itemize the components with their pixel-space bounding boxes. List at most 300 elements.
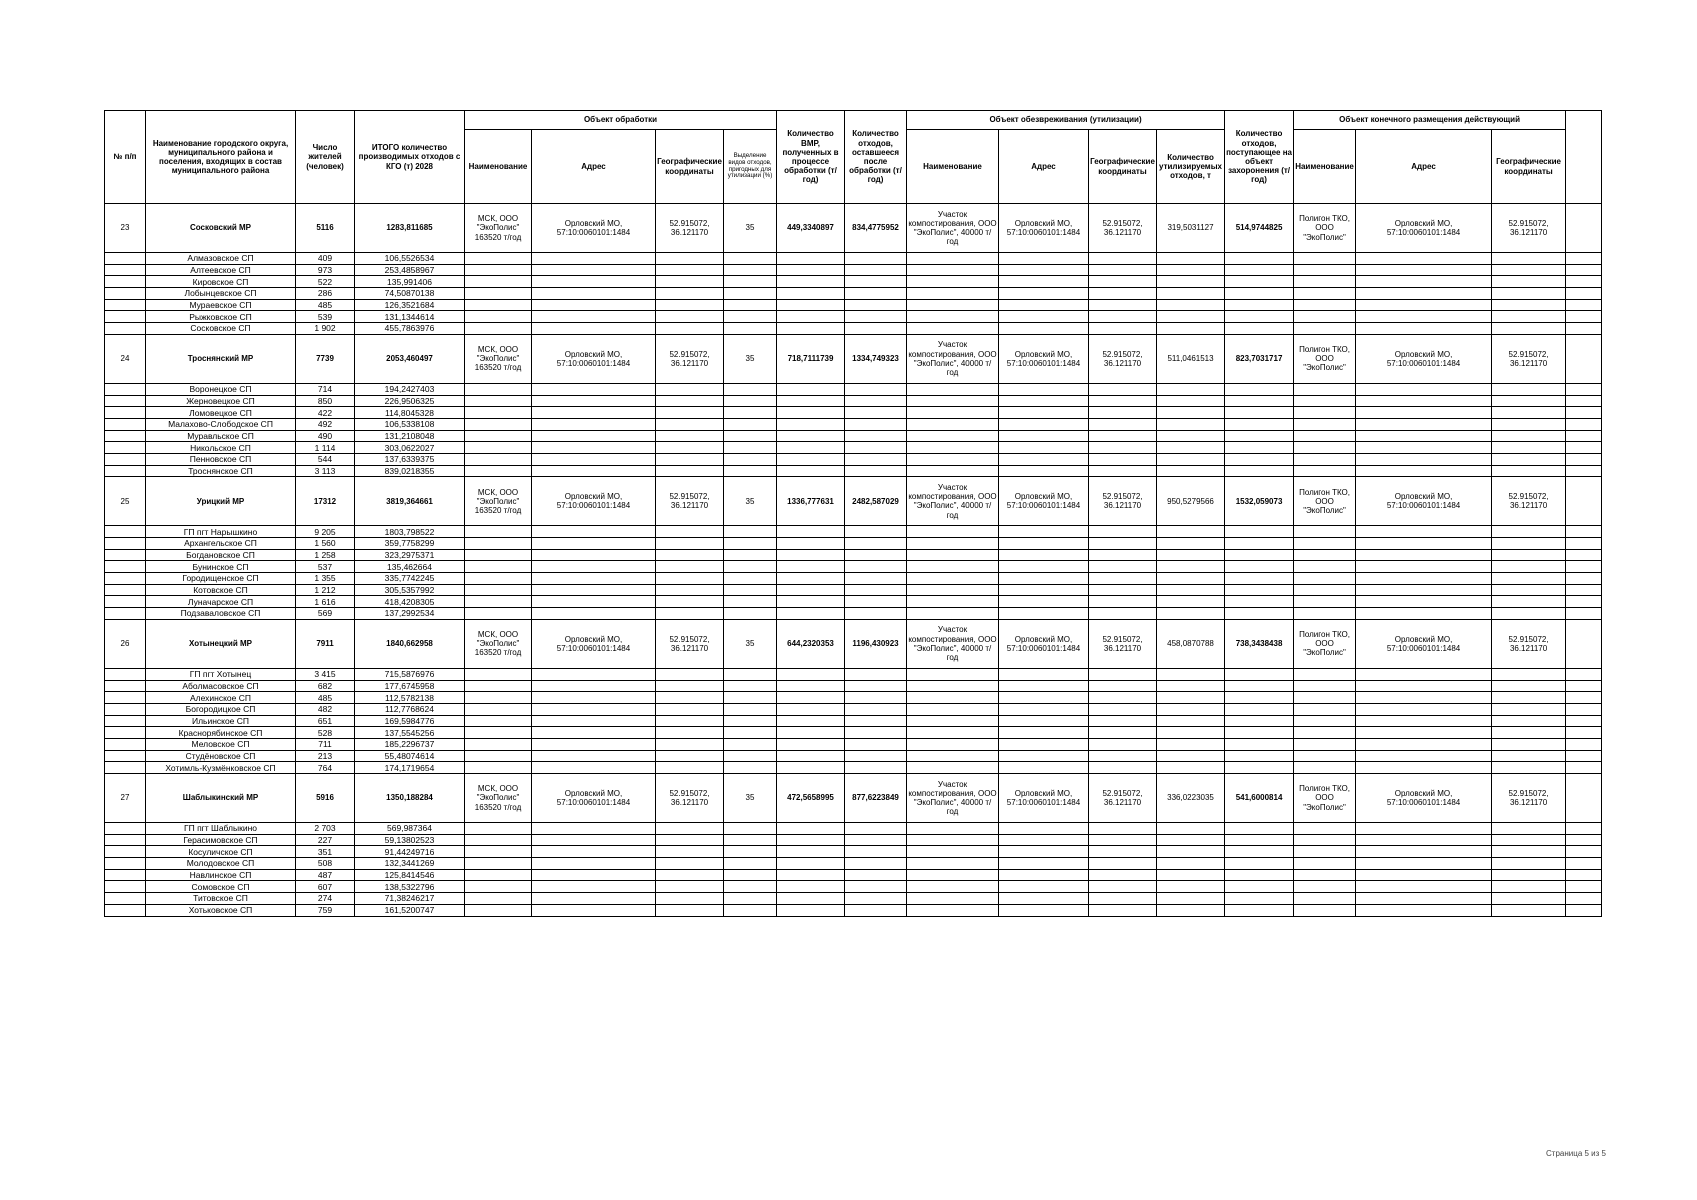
settlement-name: ГП пгт Шаблыкино (146, 823, 296, 835)
table-row-settlement (105, 264, 1602, 276)
empty-cell (907, 692, 999, 704)
settlement-name: Сомовское СП (146, 881, 296, 893)
empty-cell (1157, 383, 1225, 395)
empty-cell (845, 264, 907, 276)
empty-cell (1492, 858, 1566, 870)
district-total: 1283,811685 (355, 204, 465, 253)
empty-cell (845, 561, 907, 573)
extract-percent: 35 (724, 619, 777, 668)
empty-cell (907, 596, 999, 608)
landfill-amount: 514,9744825 (1225, 204, 1294, 253)
empty-cell (845, 692, 907, 704)
col-num: № п/п (105, 111, 146, 204)
empty-cell (1492, 727, 1566, 739)
empty-cell (1492, 430, 1566, 442)
empty-cell (1356, 383, 1492, 395)
empty-cell (465, 395, 532, 407)
empty-cell (1089, 288, 1157, 300)
empty-cell (656, 727, 724, 739)
settlement-total: 253,4858967 (355, 264, 465, 276)
empty-cell (777, 276, 845, 288)
table-row-settlement (105, 596, 1602, 608)
empty-cell (532, 846, 656, 858)
empty-cell (465, 276, 532, 288)
neutralization-coords: 52.915072, 36.121170 (1089, 477, 1157, 526)
settlement-name: Краснорябинское СП (146, 727, 296, 739)
empty-cell (656, 680, 724, 692)
empty-cell (656, 442, 724, 454)
vmr-amount: 472,5658995 (777, 774, 845, 823)
empty-cell (465, 538, 532, 550)
empty-cell (1225, 253, 1294, 265)
empty-cell (1492, 442, 1566, 454)
empty-cell (907, 465, 999, 477)
empty-cell (1089, 442, 1157, 454)
table-row-settlement (105, 453, 1602, 465)
empty-cell (724, 823, 777, 835)
empty-cell (1294, 442, 1356, 454)
table-row-settlement (105, 858, 1602, 870)
empty-cell (1566, 477, 1602, 526)
empty-cell (1157, 762, 1225, 774)
empty-cell (999, 299, 1089, 311)
empty-cell (777, 680, 845, 692)
empty-cell (1225, 823, 1294, 835)
settlement-total: 131,2108048 (355, 430, 465, 442)
empty-cell (999, 750, 1089, 762)
empty-cell (845, 323, 907, 335)
table-row-settlement (105, 465, 1602, 477)
empty-cell (777, 395, 845, 407)
settlement-total: 359,7758299 (355, 538, 465, 550)
landfill-amount: 1532,059073 (1225, 477, 1294, 526)
empty-cell (1294, 727, 1356, 739)
empty-cell (1356, 846, 1492, 858)
empty-cell (1294, 323, 1356, 335)
empty-cell (1294, 893, 1356, 905)
empty-cell (465, 526, 532, 538)
empty-cell (1294, 538, 1356, 550)
empty-cell (656, 584, 724, 596)
empty-cell (777, 881, 845, 893)
empty-cell (1225, 573, 1294, 585)
empty-cell (777, 608, 845, 620)
empty-cell (1089, 407, 1157, 419)
empty-cell (1225, 750, 1294, 762)
empty-cell (1566, 846, 1602, 858)
empty-cell (1566, 904, 1602, 916)
empty-cell (1225, 727, 1294, 739)
empty-cell (1089, 596, 1157, 608)
empty-cell (999, 465, 1089, 477)
empty-cell (1089, 608, 1157, 620)
empty-cell (777, 442, 845, 454)
empty-cell (532, 823, 656, 835)
empty-cell (724, 608, 777, 620)
settlement-name: Навлинское СП (146, 869, 296, 881)
settlement-total: 114,8045328 (355, 407, 465, 419)
empty-cell (1225, 526, 1294, 538)
empty-cell (724, 395, 777, 407)
empty-cell (724, 526, 777, 538)
settlement-name: Подзаваловское СП (146, 608, 296, 620)
empty-cell (1566, 680, 1602, 692)
settlement-name: Мураевское СП (146, 299, 296, 311)
empty-cell (105, 869, 146, 881)
settlement-total: 1803,798522 (355, 526, 465, 538)
empty-cell (105, 418, 146, 430)
empty-cell (105, 526, 146, 538)
settlement-name: Алтеевское СП (146, 264, 296, 276)
empty-cell (1566, 276, 1602, 288)
processing-facility: МСК, ООО "ЭкоПолис" 163520 т/год (465, 619, 532, 668)
settlement-total: 112,5782138 (355, 692, 465, 704)
empty-cell (907, 727, 999, 739)
settlement-population: 351 (296, 846, 355, 858)
empty-cell (1294, 407, 1356, 419)
empty-cell (465, 727, 532, 739)
empty-cell (532, 584, 656, 596)
empty-cell (532, 264, 656, 276)
empty-cell (1566, 762, 1602, 774)
empty-cell (999, 407, 1089, 419)
empty-cell (1492, 465, 1566, 477)
empty-cell (105, 703, 146, 715)
empty-cell (845, 738, 907, 750)
table-row-settlement (105, 549, 1602, 561)
empty-cell (105, 442, 146, 454)
empty-cell (1157, 323, 1225, 335)
table-row-settlement (105, 869, 1602, 881)
empty-cell (105, 276, 146, 288)
settlement-population: 973 (296, 264, 355, 276)
empty-cell (1089, 253, 1157, 265)
empty-cell (1089, 526, 1157, 538)
empty-cell (1089, 703, 1157, 715)
empty-cell (465, 465, 532, 477)
empty-cell (999, 881, 1089, 893)
empty-cell (1492, 881, 1566, 893)
empty-cell (1356, 288, 1492, 300)
settlement-population: 1 560 (296, 538, 355, 550)
empty-cell (1225, 407, 1294, 419)
col-final-name: Наименование (1294, 130, 1356, 204)
empty-cell (1566, 407, 1602, 419)
empty-cell (724, 596, 777, 608)
empty-cell (1356, 465, 1492, 477)
empty-cell (1157, 288, 1225, 300)
empty-cell (1225, 703, 1294, 715)
empty-cell (1356, 311, 1492, 323)
settlement-name: Кировское СП (146, 276, 296, 288)
col-proc-coords: Географические координаты (656, 130, 724, 204)
empty-cell (1492, 846, 1566, 858)
empty-cell (1566, 311, 1602, 323)
empty-cell (724, 407, 777, 419)
empty-cell (1566, 858, 1602, 870)
district-population: 5116 (296, 204, 355, 253)
empty-cell (1157, 442, 1225, 454)
empty-cell (1225, 680, 1294, 692)
empty-cell (532, 834, 656, 846)
empty-cell (777, 727, 845, 739)
empty-cell (105, 608, 146, 620)
settlement-total: 177,6745958 (355, 680, 465, 692)
col-final-address: Адрес (1356, 130, 1492, 204)
empty-cell (532, 668, 656, 680)
utilized-amount: 336,0223035 (1157, 774, 1225, 823)
empty-cell (1157, 395, 1225, 407)
settlement-total: 194,2427403 (355, 383, 465, 395)
empty-cell (1157, 573, 1225, 585)
settlement-population: 569 (296, 608, 355, 620)
empty-cell (1356, 703, 1492, 715)
landfill-facility: Полигон ТКО, ООО "ЭкоПолис" (1294, 619, 1356, 668)
empty-cell (1157, 276, 1225, 288)
empty-cell (845, 573, 907, 585)
empty-cell (777, 596, 845, 608)
empty-cell (105, 538, 146, 550)
neutralization-facility: Участок компостирования, ООО "ЭкоПолис", 40000 т/год (907, 619, 999, 668)
empty-cell (907, 453, 999, 465)
empty-cell (656, 430, 724, 442)
empty-cell (1157, 727, 1225, 739)
empty-cell (845, 383, 907, 395)
empty-cell (1566, 204, 1602, 253)
settlement-total: 138,5322796 (355, 881, 465, 893)
empty-cell (1294, 680, 1356, 692)
empty-cell (105, 311, 146, 323)
empty-cell (1157, 311, 1225, 323)
neutralization-coords: 52.915072, 36.121170 (1089, 334, 1157, 383)
empty-cell (656, 668, 724, 680)
empty-cell (532, 430, 656, 442)
extract-percent: 35 (724, 204, 777, 253)
settlement-name: Никольское СП (146, 442, 296, 454)
empty-cell (1294, 549, 1356, 561)
empty-cell (1356, 276, 1492, 288)
district-num: 25 (105, 477, 146, 526)
empty-cell (1294, 561, 1356, 573)
empty-cell (656, 407, 724, 419)
empty-cell (1492, 762, 1566, 774)
empty-cell (1492, 288, 1566, 300)
empty-cell (105, 299, 146, 311)
empty-cell (1492, 383, 1566, 395)
landfill-amount: 541,6000814 (1225, 774, 1294, 823)
settlement-total: 569,987364 (355, 823, 465, 835)
empty-cell (845, 715, 907, 727)
empty-cell (465, 608, 532, 620)
empty-cell (907, 680, 999, 692)
empty-cell (1157, 668, 1225, 680)
empty-cell (1294, 526, 1356, 538)
empty-cell (907, 823, 999, 835)
empty-cell (532, 465, 656, 477)
empty-cell (845, 442, 907, 454)
empty-cell (465, 738, 532, 750)
empty-cell (1356, 692, 1492, 704)
settlement-name: Пенновское СП (146, 453, 296, 465)
empty-cell (1225, 264, 1294, 276)
landfill-coords: 52.915072, 36.121170 (1492, 774, 1566, 823)
empty-cell (1294, 311, 1356, 323)
empty-cell (1157, 561, 1225, 573)
waste-table (104, 110, 1602, 917)
empty-cell (656, 846, 724, 858)
empty-cell (1157, 264, 1225, 276)
empty-cell (907, 738, 999, 750)
empty-cell (777, 453, 845, 465)
settlement-total: 106,5338108 (355, 418, 465, 430)
district-name: Троснянский МР (146, 334, 296, 383)
settlement-total: 137,2992534 (355, 608, 465, 620)
processing-coords: 52.915072, 36.121170 (656, 619, 724, 668)
empty-cell (465, 453, 532, 465)
empty-cell (656, 692, 724, 704)
empty-cell (532, 253, 656, 265)
empty-cell (1157, 596, 1225, 608)
utilized-amount: 319,5031127 (1157, 204, 1225, 253)
processing-facility: МСК, ООО "ЭкоПолис" 163520 т/год (465, 774, 532, 823)
empty-cell (1225, 465, 1294, 477)
empty-cell (777, 668, 845, 680)
settlement-population: 485 (296, 692, 355, 704)
empty-cell (1566, 573, 1602, 585)
neutralization-address: Орловский МО, 57:10:0060101:1484 (999, 204, 1089, 253)
landfill-facility: Полигон ТКО, ООО "ЭкоПолис" (1294, 334, 1356, 383)
empty-cell (465, 584, 532, 596)
empty-cell (907, 395, 999, 407)
settlement-population: 714 (296, 383, 355, 395)
empty-cell (105, 323, 146, 335)
empty-cell (1225, 738, 1294, 750)
empty-cell (1492, 703, 1566, 715)
col-population: Число жителей (человек) (296, 111, 355, 204)
settlement-population: 528 (296, 727, 355, 739)
empty-cell (1492, 276, 1566, 288)
empty-cell (845, 680, 907, 692)
empty-cell (999, 584, 1089, 596)
empty-cell (656, 893, 724, 905)
district-population: 7911 (296, 619, 355, 668)
empty-cell (465, 561, 532, 573)
table-row-settlement (105, 418, 1602, 430)
empty-cell (724, 465, 777, 477)
district-total: 3819,364661 (355, 477, 465, 526)
empty-cell (532, 680, 656, 692)
empty-cell (777, 750, 845, 762)
empty-cell (1225, 323, 1294, 335)
settlement-name: ГП пгт Нарышкино (146, 526, 296, 538)
empty-cell (532, 538, 656, 550)
empty-cell (1566, 668, 1602, 680)
table-row-settlement (105, 823, 1602, 835)
empty-cell (1089, 538, 1157, 550)
empty-cell (1294, 299, 1356, 311)
empty-cell (1294, 692, 1356, 704)
empty-cell (105, 750, 146, 762)
col-empty (1566, 111, 1602, 204)
empty-cell (907, 893, 999, 905)
district-population: 5916 (296, 774, 355, 823)
empty-cell (777, 715, 845, 727)
empty-cell (777, 573, 845, 585)
settlement-population: 485 (296, 299, 355, 311)
empty-cell (907, 762, 999, 774)
empty-cell (777, 738, 845, 750)
empty-cell (532, 299, 656, 311)
empty-cell (845, 881, 907, 893)
settlement-total: 106,5526534 (355, 253, 465, 265)
settlement-name: Косуличское СП (146, 846, 296, 858)
empty-cell (724, 442, 777, 454)
settlement-name: Студёновское СП (146, 750, 296, 762)
landfill-facility: Полигон ТКО, ООО "ЭкоПолис" (1294, 477, 1356, 526)
empty-cell (1294, 834, 1356, 846)
empty-cell (1566, 334, 1602, 383)
empty-cell (999, 430, 1089, 442)
empty-cell (907, 904, 999, 916)
empty-cell (845, 762, 907, 774)
neutralization-coords: 52.915072, 36.121170 (1089, 774, 1157, 823)
group-final: Объект конечного размещения действующий (1294, 111, 1566, 130)
empty-cell (1492, 715, 1566, 727)
empty-cell (105, 288, 146, 300)
settlement-name: Воронецкое СП (146, 383, 296, 395)
settlement-name: Ломовецкое СП (146, 407, 296, 419)
empty-cell (1566, 383, 1602, 395)
neutralization-facility: Участок компостирования, ООО "ЭкоПолис", 40000 т/год (907, 204, 999, 253)
empty-cell (532, 526, 656, 538)
table-row-settlement (105, 276, 1602, 288)
empty-cell (1492, 573, 1566, 585)
empty-cell (1294, 453, 1356, 465)
empty-cell (724, 418, 777, 430)
settlement-total: 59,13802523 (355, 834, 465, 846)
empty-cell (1294, 264, 1356, 276)
settlement-name: Луначарское СП (146, 596, 296, 608)
empty-cell (1089, 465, 1157, 477)
empty-cell (1356, 526, 1492, 538)
empty-cell (1492, 311, 1566, 323)
empty-cell (1157, 430, 1225, 442)
empty-cell (724, 715, 777, 727)
empty-cell (1225, 549, 1294, 561)
settlement-population: 711 (296, 738, 355, 750)
empty-cell (1225, 608, 1294, 620)
col-name: Наименование городского округа, муниципального района и поселения, входящих в состав муниципального района (146, 111, 296, 204)
empty-cell (465, 323, 532, 335)
empty-cell (532, 453, 656, 465)
settlement-population: 490 (296, 430, 355, 442)
empty-cell (1089, 276, 1157, 288)
empty-cell (105, 465, 146, 477)
empty-cell (105, 584, 146, 596)
empty-cell (724, 253, 777, 265)
empty-cell (1566, 881, 1602, 893)
empty-cell (105, 549, 146, 561)
settlement-population: 227 (296, 834, 355, 846)
settlement-total: 55,48074614 (355, 750, 465, 762)
empty-cell (105, 395, 146, 407)
landfill-coords: 52.915072, 36.121170 (1492, 204, 1566, 253)
empty-cell (999, 383, 1089, 395)
empty-cell (1356, 904, 1492, 916)
page-number: Страница 5 из 5 (1546, 1149, 1606, 1158)
empty-cell (1566, 596, 1602, 608)
empty-cell (999, 904, 1089, 916)
